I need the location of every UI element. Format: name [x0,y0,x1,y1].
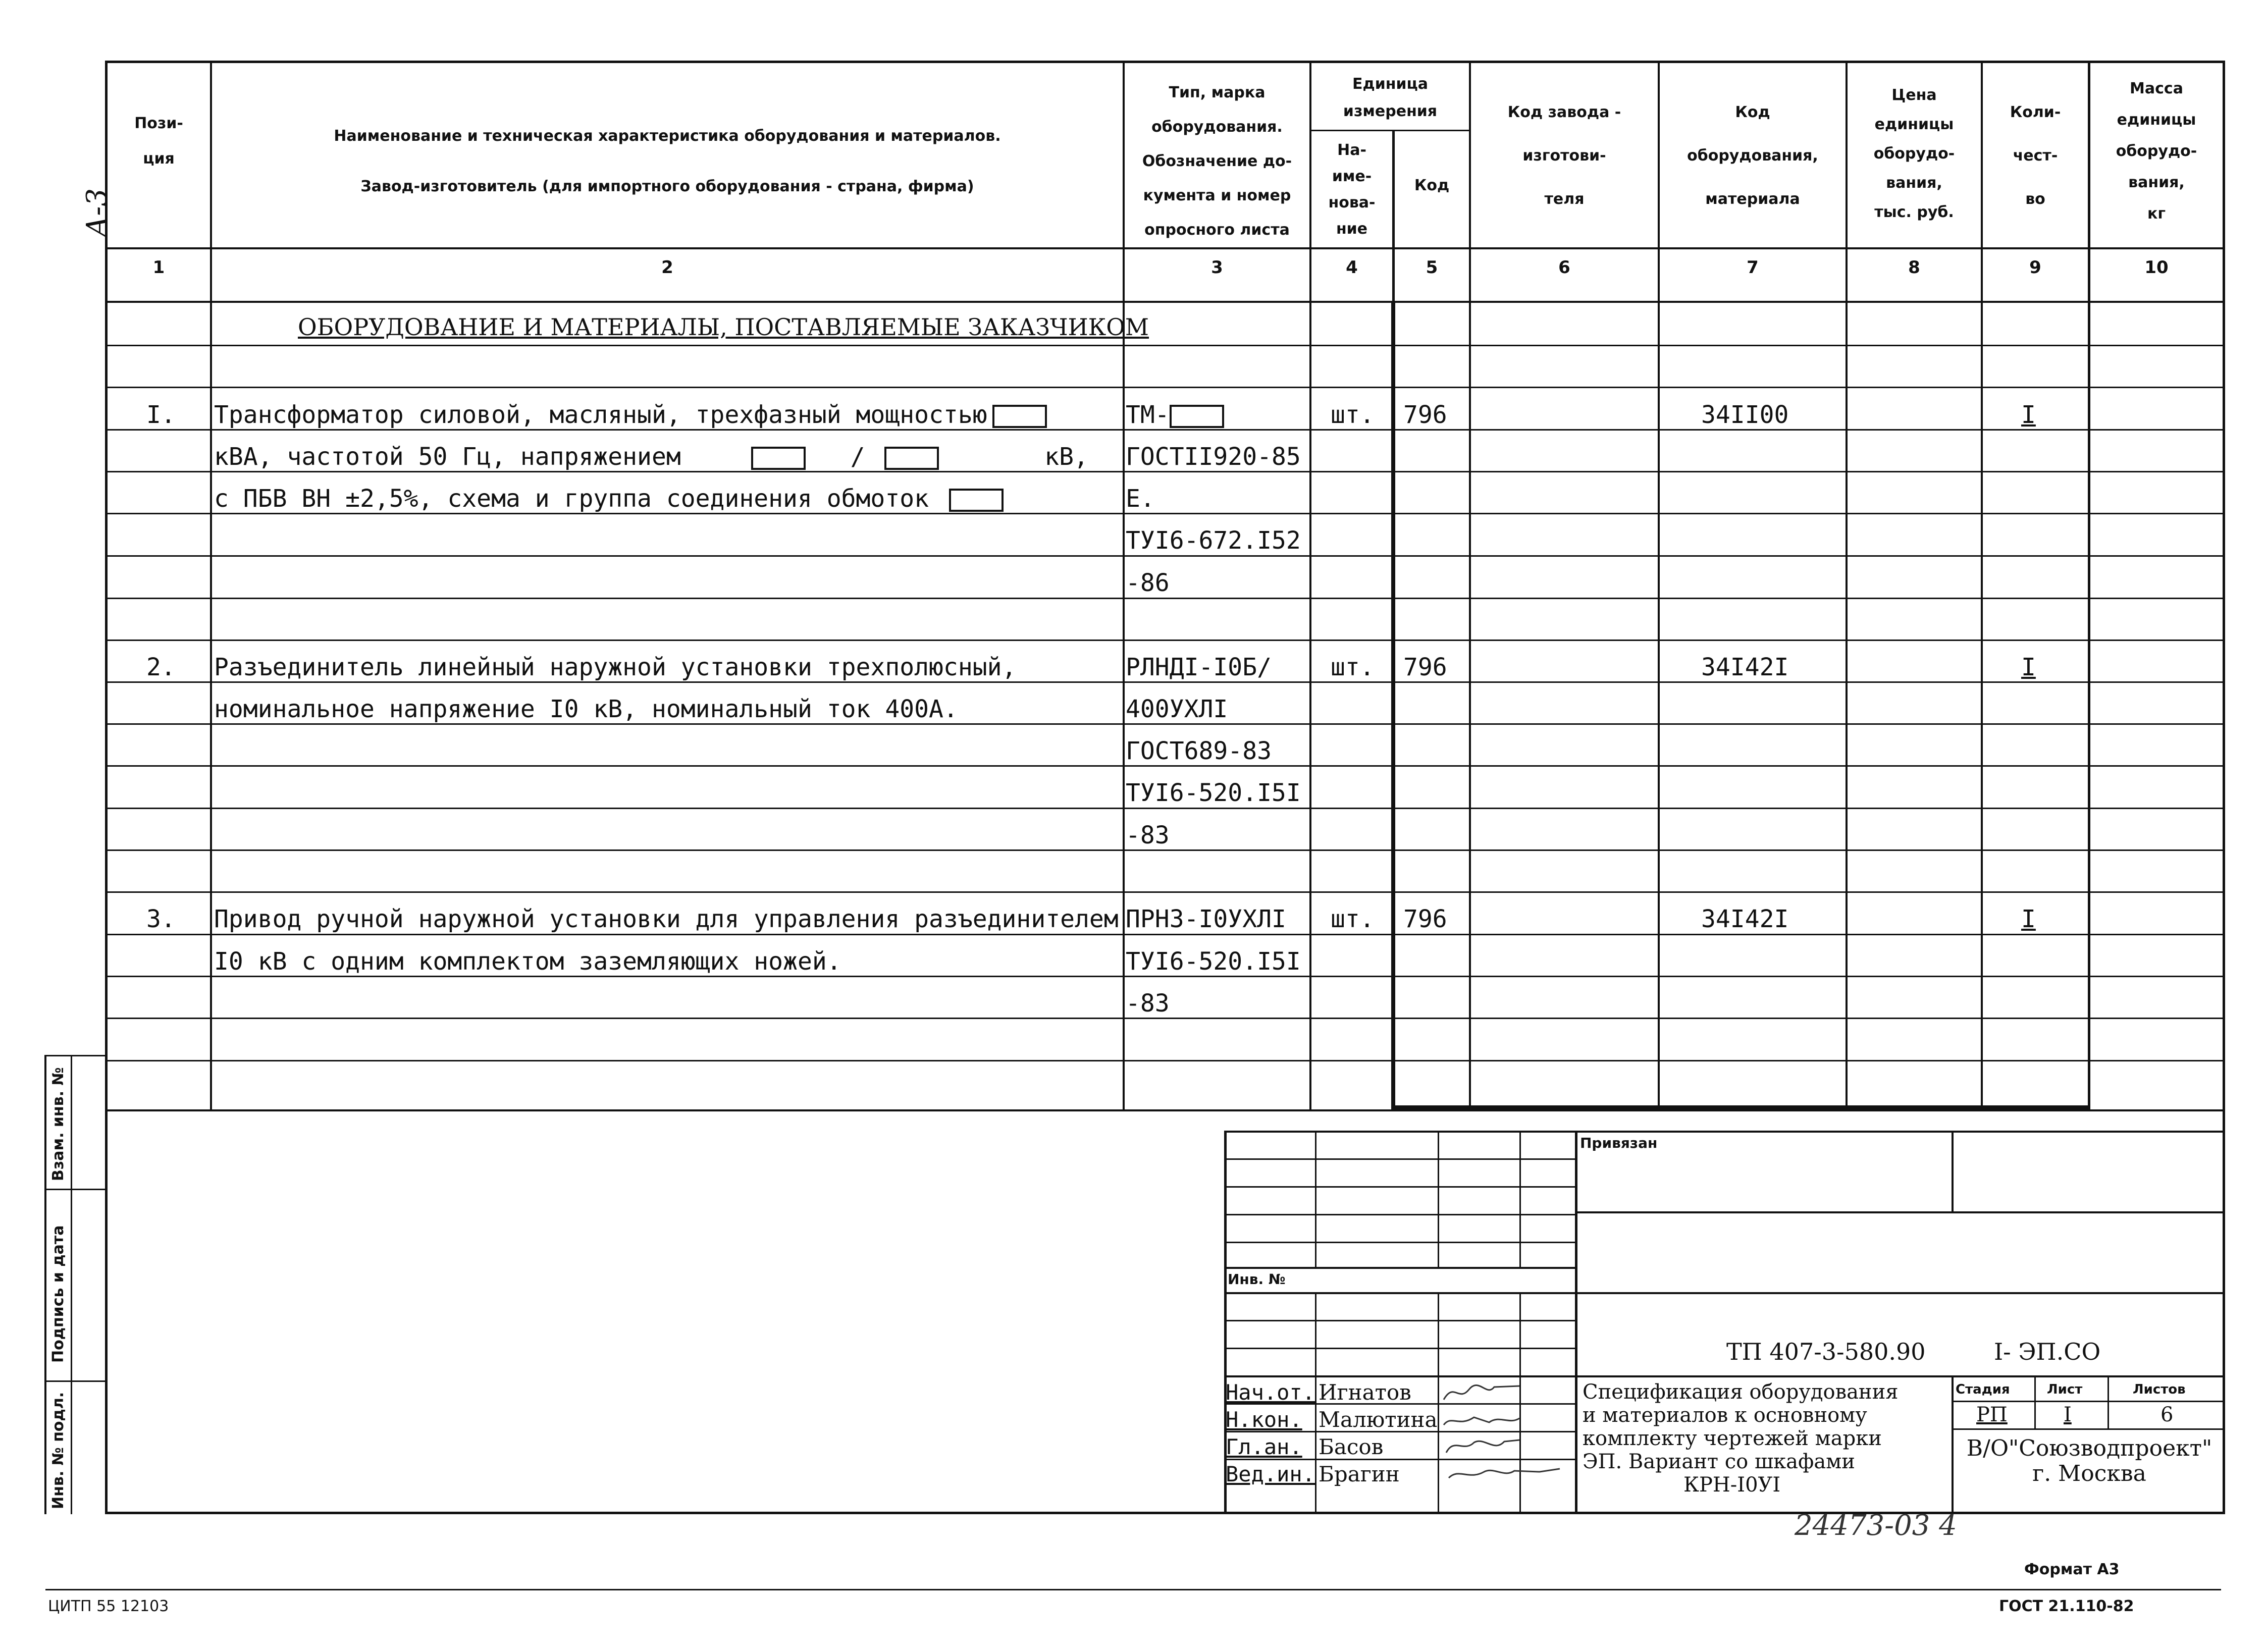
item-position: 2. [146,653,176,681]
item-type: РЛНДI-I0Б/ [1126,653,1272,681]
sheet-value: I [2064,1403,2072,1426]
item-type: ТМ- [1126,400,1229,430]
sheet-corner-mark: А-3 [81,188,114,237]
item-position: 3. [146,905,176,933]
header-price: Цена единицы оборудо- вания, тыс. руб. [1873,86,1955,221]
item-type: 400УХЛI [1126,695,1228,723]
item-type: Е. [1126,485,1155,513]
item-type: ТУI6-672.I52 [1126,526,1301,555]
item-unit: шт. [1331,905,1375,933]
item-code: 34II00 [1701,401,1789,429]
blank-field [992,405,1047,428]
header-unit-name: На- име- нова- ние [1328,141,1376,238]
signatures [1439,1377,1575,1488]
gost-standard: ГОСТ 21.110-82 [1999,1597,2134,1615]
role-label: Гл.ан. [1226,1434,1302,1459]
role-label: Нач.от. [1226,1380,1315,1405]
item-description: кВА, частотой 50 Гц, напряжением / кВ, [214,443,1088,471]
item-position: I. [146,401,176,429]
sheet-label: Лист [2047,1382,2083,1397]
person-name: Басов [1319,1434,1384,1459]
stage-value: РП [1976,1403,2008,1426]
attached-label: Привязан [1580,1135,1658,1151]
role-label: Вед.ин. [1226,1462,1315,1486]
document-mark: I- ЭП.СО [1994,1338,2101,1365]
header-position: Пози- ция [134,115,183,168]
header-unit-code: Код [1414,177,1450,194]
blank-field [884,447,939,470]
item-unit-code: 796 [1403,905,1447,933]
sheets-label: Листов [2133,1382,2186,1397]
blank-field [949,489,1004,512]
blank-field [751,447,806,470]
item-quantity: I [2021,401,2036,429]
item-code: 34I42I [1701,905,1789,933]
print-code: ЦИТП 55 12103 [48,1597,169,1615]
item-unit: шт. [1331,653,1375,681]
person-name: Брагин [1319,1462,1400,1486]
header-equipment-code: Код оборудования, материала [1687,103,1818,208]
document-code: ТП 407-3-580.90 [1726,1338,1926,1365]
item-code: 34I42I [1701,653,1789,681]
section-title: ОБОРУДОВАНИЕ И МАТЕРИАЛЫ, ПОСТАВЛЯЕМЫЕ ЗАКАЗЧИКОМ [298,313,1149,341]
item-unit: шт. [1331,401,1375,429]
header-name: Наименование и техническая характеристика оборудования и материалов. Завод-изготовитель (для импортного оборудования - страна, фирма) [334,127,1001,195]
col-number: 9 [2029,257,2041,278]
item-description: Трансформатор силовой, масляный, трехфазный мощностью [214,400,1052,430]
side-stamp-signature-date: Подпись и дата [49,1225,67,1363]
item-unit-code: 796 [1403,401,1447,429]
col-number: 2 [661,257,673,278]
col-number: 10 [2144,257,2169,278]
blank-field [1170,405,1224,428]
item-type: ТУI6-520.I5I [1126,947,1301,976]
item-type: -83 [1126,821,1170,849]
item-description: I0 кВ с одним комплектом заземляющих ножей. [214,947,841,976]
col-number: 5 [1426,257,1438,278]
person-name: Малютина [1319,1407,1438,1432]
paper-format: Формат А3 [2024,1561,2120,1578]
item-type: -83 [1126,989,1170,1018]
col-number: 6 [1558,257,1570,278]
inventory-number-label: Инв. № [1228,1271,1286,1288]
side-stamp-inv-no: Инв. № подл. [49,1392,67,1509]
sheets-value: 6 [2160,1403,2174,1426]
col-number: 7 [1747,257,1759,278]
role-label: Н.кон. [1226,1407,1302,1432]
item-type: ПРНЗ-I0УХЛI [1126,905,1286,933]
item-quantity: I [2021,905,2036,933]
col-number: 1 [152,257,165,278]
item-description: Привод ручной наружной установки для управления разъединителем [214,905,1119,933]
item-description: номинальное напряжение I0 кВ, номинальный ток 400А. [214,695,958,723]
item-type: ГОСТII920-85 [1126,443,1301,471]
item-description: Разъединитель линейный наружной установки трехполюсный, [214,653,1017,681]
header-factory-code: Код завода - изготови- теля [1507,103,1621,208]
person-name: Игнатов [1319,1380,1411,1405]
header-type: Тип, марка оборудования. Обозначение до- кумента и номер опросного листа [1142,84,1292,239]
item-unit-code: 796 [1403,653,1447,681]
header-mass: Масса единицы оборудо- вания, кг [2116,80,2197,223]
organization: В/О"Союзводпроект" г. Москва [1966,1435,2212,1486]
item-type: ТУI6-520.I5I [1126,779,1301,807]
col-number: 8 [1908,257,1920,278]
document-description: Спецификация оборудования и материалов к основному комплекту чертежей марки ЭП. Вариант со шкафами КРН-I0УI [1583,1380,1899,1497]
item-type: ГОСТ689-83 [1126,737,1272,765]
archive-number: 24473-03 4 [1795,1509,1957,1542]
col-number: 4 [1346,257,1358,278]
stage-label: Стадия [1956,1382,2010,1397]
item-type: -86 [1126,569,1170,597]
item-description: с ПБВ ВН ±2,5%, схема и группа соединения обмоток [214,484,1009,514]
col-number: 3 [1211,257,1223,278]
header-quantity: Коли- чест- во [2010,103,2061,208]
item-quantity: I [2021,653,2036,681]
side-stamp-replace-inv: Взам. инв. № [49,1067,67,1181]
header-unit-group: Единица измерения [1343,75,1438,120]
